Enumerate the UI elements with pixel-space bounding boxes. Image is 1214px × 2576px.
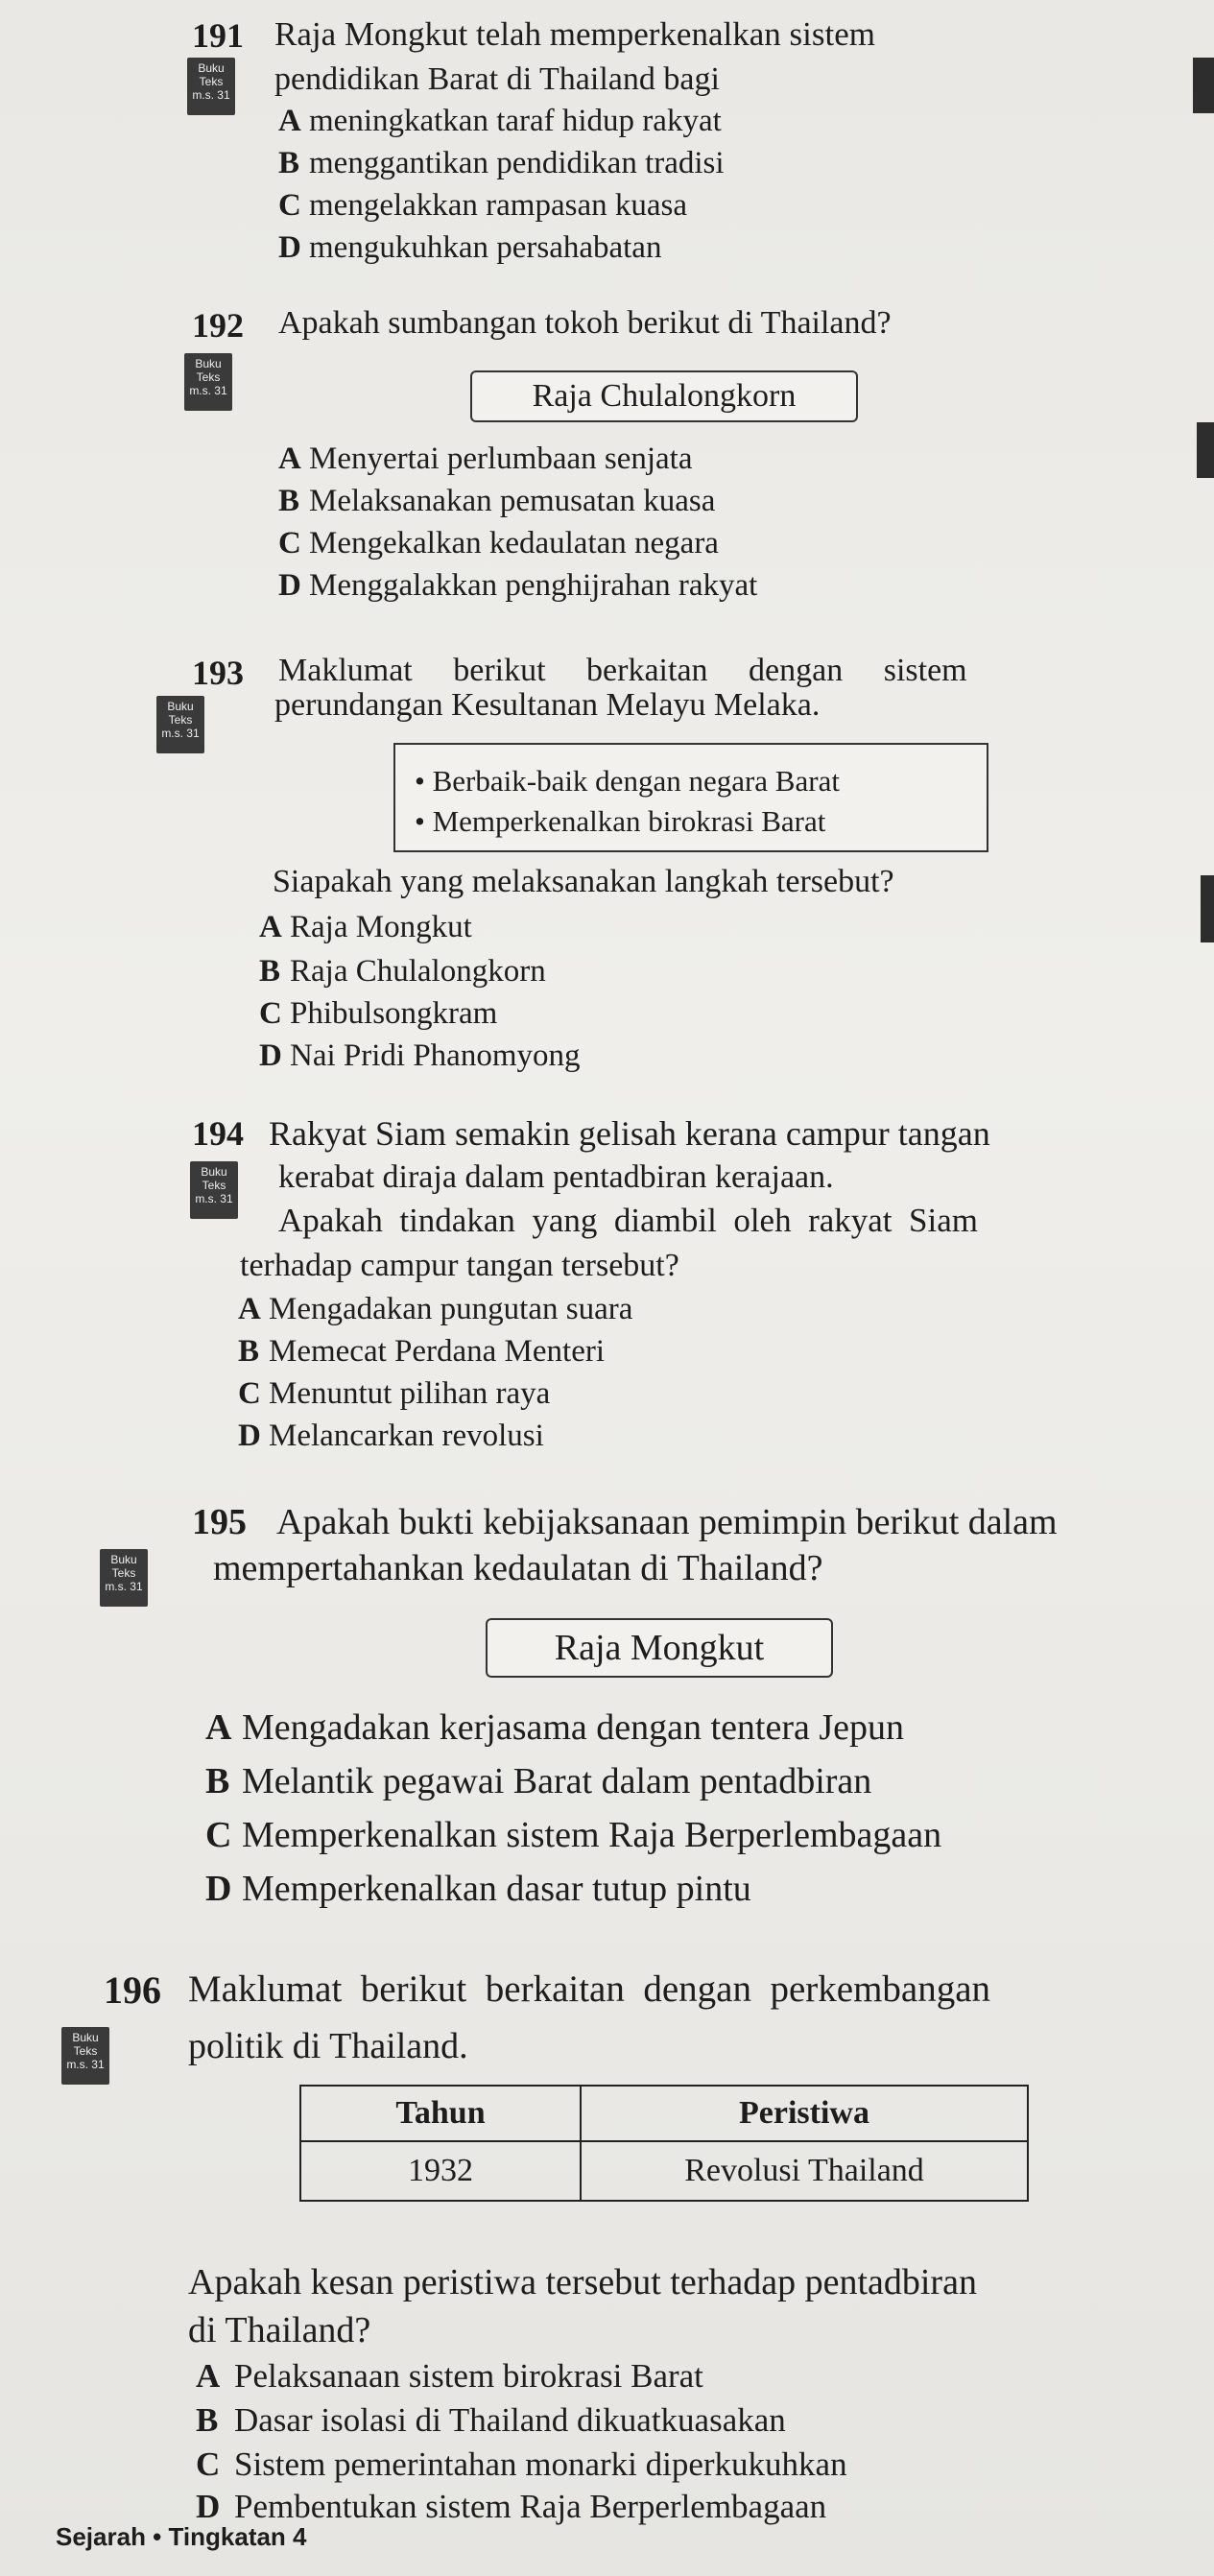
- badge-line: m.s. 31: [105, 1580, 143, 1593]
- option-195-a[interactable]: A Mengadakan kerjasama dengan tentera Jepun: [205, 1707, 905, 1748]
- table-cell-year: 1932: [300, 2141, 581, 2201]
- question-number-193: 193: [192, 654, 244, 692]
- option-192-b[interactable]: B Melaksanakan pemusatan kuasa: [278, 484, 716, 518]
- option-196-a[interactable]: A Pelaksanaan sistem birokrasi Barat: [196, 2357, 703, 2395]
- option-196-d[interactable]: D Pembentukan sistem Raja Berperlembagaan: [196, 2488, 827, 2525]
- option-196-c[interactable]: C Sistem pemerintahan monarki diperkukuhkan: [196, 2445, 847, 2483]
- question-193-stem-line3: Siapakah yang melaksanakan langkah tersebut?: [273, 864, 894, 899]
- bullet-item: • Memperkenalkan birokrasi Barat: [415, 804, 826, 838]
- badge-line: Buku: [201, 1165, 227, 1179]
- badge-line: m.s. 31: [189, 384, 227, 397]
- question-number-192: 192: [192, 306, 244, 345]
- option-194-c[interactable]: C Menuntut pilihan raya: [238, 1376, 551, 1411]
- textbook-badge: [61, 2027, 109, 2085]
- textbook-badge: [156, 696, 204, 753]
- question-195-stem-line1: Apakah bukti kebijaksanaan pemimpin berikut dalam: [276, 1502, 1058, 1542]
- option-195-c[interactable]: C Memperkenalkan sistem Raja Berperlembagaan: [205, 1815, 942, 1855]
- badge-line: Buku: [198, 61, 225, 75]
- textbook-badge: [187, 58, 235, 115]
- question-195-stem-line2: mempertahankan kedaulatan di Thailand?: [213, 1548, 823, 1588]
- question-193-stem-line1: Maklumat berikut berkaitan dengan sistem: [278, 653, 967, 688]
- adjacent-page-edge: [1193, 58, 1214, 113]
- option-193-c[interactable]: C Phibulsongkram: [259, 996, 498, 1031]
- option-191-a[interactable]: A meningkatkan taraf hidup rakyat: [278, 104, 722, 138]
- question-196-stem-line4: di Thailand?: [188, 2310, 371, 2350]
- question-196-stem-line2: politik di Thailand.: [188, 2026, 468, 2066]
- adjacent-page-edge: [1201, 875, 1214, 942]
- question-194-stem-line1: Rakyat Siam semakin gelisah kerana campur tangan: [269, 1114, 990, 1153]
- badge-line: Buku: [195, 357, 222, 370]
- option-191-c[interactable]: C mengelakkan rampasan kuasa: [278, 188, 688, 223]
- option-193-d[interactable]: D Nai Pridi Phanomyong: [259, 1038, 581, 1073]
- bullet-item: • Berbaik-baik dengan negara Barat: [415, 764, 840, 798]
- question-192-stem: Apakah sumbangan tokoh berikut di Thailand?: [278, 305, 892, 341]
- option-192-c[interactable]: C Mengekalkan kedaulatan negara: [278, 526, 719, 561]
- badge-line: Buku: [110, 1553, 137, 1566]
- badge-line: m.s. 31: [195, 1192, 233, 1205]
- badge-line: Teks: [111, 1566, 136, 1580]
- info-table-196: [299, 2085, 1029, 2202]
- badge-line: Buku: [72, 2031, 99, 2044]
- question-number-194: 194: [192, 1114, 244, 1153]
- info-box-193: [393, 743, 988, 852]
- option-195-b[interactable]: B Melantik pegawai Barat dalam pentadbiran: [205, 1761, 872, 1801]
- question-191-stem-line2: pendidikan Barat di Thailand bagi: [274, 61, 720, 97]
- figure-box-192: Raja Chulalongkorn: [470, 370, 858, 422]
- table-header-event: Peristiwa: [581, 2086, 1028, 2141]
- question-194-stem-line3: Apakah tindakan yang diambil oleh rakyat Siam: [278, 1202, 978, 1239]
- question-193-stem-line2: perundangan Kesultanan Melayu Melaka.: [274, 687, 821, 723]
- question-number-195: 195: [192, 1502, 247, 1542]
- option-194-b[interactable]: B Memecat Perdana Menteri: [238, 1334, 606, 1369]
- page-footer: Sejarah • Tingkatan 4: [56, 2522, 307, 2551]
- badge-line: Teks: [199, 75, 224, 88]
- adjacent-page-edge: [1197, 422, 1214, 478]
- question-196-stem-line3: Apakah kesan peristiwa tersebut terhadap pentadbiran: [188, 2262, 977, 2302]
- option-192-d[interactable]: D Menggalakkan penghijrahan rakyat: [278, 568, 758, 603]
- badge-line: m.s. 31: [66, 2058, 105, 2071]
- badge-line: Teks: [73, 2044, 98, 2058]
- badge-line: Buku: [167, 700, 194, 713]
- table-cell-event: Revolusi Thailand: [581, 2141, 1028, 2201]
- textbook-badge: [100, 1549, 148, 1607]
- textbook-badge: [184, 353, 232, 411]
- question-number-196: 196: [104, 1968, 161, 2012]
- option-191-d[interactable]: D mengukuhkan persahabatan: [278, 230, 662, 265]
- badge-line: m.s. 31: [192, 88, 230, 102]
- option-192-a[interactable]: A Menyertai perlumbaan senjata: [278, 441, 693, 476]
- question-191-stem-line1: Raja Mongkut telah memperkenalkan sistem: [274, 15, 875, 53]
- option-191-b[interactable]: B menggantikan pendidikan tradisi: [278, 146, 725, 180]
- table-header-row: [300, 2086, 1028, 2141]
- badge-line: Teks: [196, 370, 221, 384]
- table-row: [300, 2141, 1028, 2201]
- option-193-a[interactable]: A Raja Mongkut: [259, 910, 472, 944]
- option-193-b[interactable]: B Raja Chulalongkorn: [259, 954, 546, 989]
- badge-line: Teks: [202, 1179, 226, 1192]
- question-194-stem-line4: terhadap campur tangan tersebut?: [240, 1248, 679, 1283]
- option-196-b[interactable]: B Dasar isolasi di Thailand dikuatkuasakan: [196, 2401, 786, 2439]
- option-194-d[interactable]: D Melancarkan revolusi: [238, 1419, 544, 1453]
- question-194-stem-line2: kerabat diraja dalam pentadbiran kerajaan.: [278, 1159, 834, 1195]
- question-number-191: 191: [192, 16, 244, 55]
- question-196-stem-line1: Maklumat berikut berkaitan dengan perkembangan: [188, 1968, 991, 2010]
- badge-line: Teks: [168, 713, 193, 727]
- table-header-year: Tahun: [300, 2086, 581, 2141]
- figure-box-195: Raja Mongkut: [486, 1618, 833, 1678]
- textbook-badge: [190, 1161, 238, 1219]
- option-194-a[interactable]: A Mengadakan pungutan suara: [238, 1292, 633, 1326]
- option-195-d[interactable]: D Memperkenalkan dasar tutup pintu: [205, 1869, 751, 1909]
- badge-line: m.s. 31: [161, 727, 200, 740]
